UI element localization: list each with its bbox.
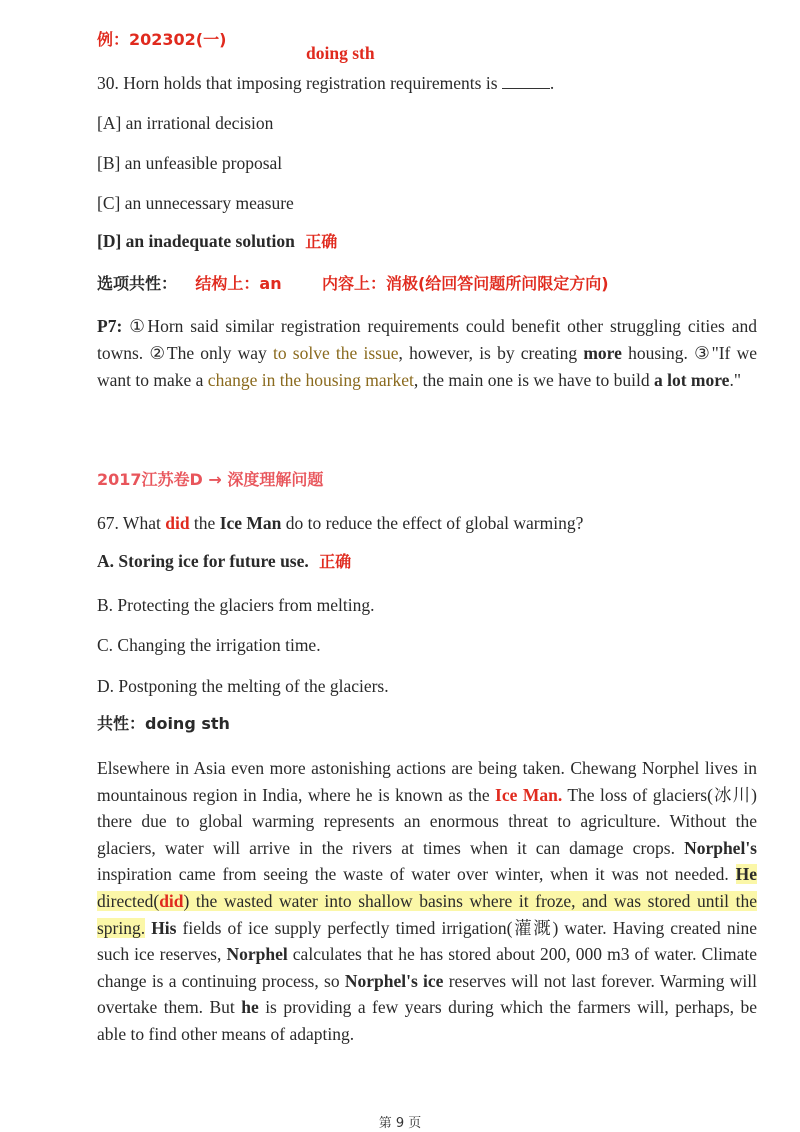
question-30 (97, 72, 554, 94)
annotation-note: doing sth (306, 43, 375, 63)
bold-word: His (151, 917, 177, 938)
answer-blank (502, 74, 550, 89)
passage-p7 (97, 313, 757, 394)
keyword-did: did (159, 890, 184, 911)
bold-word: more (583, 343, 622, 363)
option-d: D. Postponing the melting of the glaciers. (97, 676, 389, 696)
page-number: 第 9 页 (378, 1116, 422, 1131)
bold-word: He (735, 864, 757, 885)
commonality: 共性：doing sth (97, 714, 230, 733)
question-text: 67. What (97, 513, 166, 533)
bold-word: he (241, 997, 259, 1018)
passage-label: P7: (97, 316, 123, 336)
passage-text: The loss of glaciers(冰川) there due to global warming represents an enormous threat to agriculture. Without the glaciers, water will arrive in the rivers at times when it can damage crops. (97, 784, 757, 858)
passage-text: , the main one is we have to build (413, 370, 654, 390)
correct-mark: 正确 (319, 552, 352, 571)
question-text: do to reduce the effect of global warming? (281, 513, 584, 533)
bold-word: Norphel (226, 944, 288, 965)
commonality-content: 内容上：消极(给回答问题所问限定方向) (321, 274, 609, 293)
passage-ice-man (97, 755, 757, 1048)
example2-tag: 2017江苏卷D → 深度理解问题 (97, 470, 324, 489)
option-a: [A] an irrational decision (97, 113, 274, 133)
highlight-phrase: change in the housing market (207, 370, 414, 390)
option-a (97, 550, 351, 573)
commonality-structure: 结构上：an (195, 274, 282, 293)
correct-mark: 正确 (305, 232, 338, 251)
bold-word: Norphel's (684, 837, 757, 858)
passage-text: ." (729, 370, 741, 390)
option-c: [C] an unnecessary measure (97, 193, 294, 213)
commonality-label: 选项共性： (97, 274, 178, 293)
option-c: C. Changing the irrigation time. (97, 635, 321, 655)
passage-text: directed( (97, 890, 160, 911)
passage-text: reserves will not last forever. Warming will overtake them. But (97, 970, 758, 1018)
keyword-ice-man: Ice Man. (495, 784, 563, 805)
passage-text: ) the wasted water into shallow basins where it froze, and was stored until the spring. (97, 890, 757, 938)
option-b: [B] an unfeasible proposal (97, 153, 283, 173)
passage-text: ①Horn said similar registration requirements could benefit other struggling cities and towns. ②The only way (97, 316, 757, 363)
question-text: the (189, 513, 220, 533)
passage-text: calculates that he has stored about 200, 000 m3 of water. Climate change is a continuing process, so (97, 944, 757, 991)
question-30-text: 30. Horn holds that imposing registration requirements is (97, 73, 502, 93)
option-d-text: [D] an inadequate solution (97, 231, 295, 251)
bold-word: a lot more (653, 370, 730, 390)
passage-text: fields of ice supply perfectly timed irrigation(灌溉) water. Having created nine such ice reserves, (97, 917, 757, 965)
passage-text: is providing a few years during which the farmers will, perhaps, be able to find other means of adapting. (97, 997, 757, 1044)
passage-text: , however, is by creating (398, 343, 584, 363)
highlight-phrase: to solve the issue (272, 343, 399, 363)
option-a-text: A. Storing ice for future use. (97, 551, 309, 571)
question-30-end: . (549, 73, 555, 93)
keyword-ice-man: Ice Man (219, 513, 282, 533)
passage-text: inspiration came from seeing the waste of water over winter, when it was not needed. (97, 864, 736, 885)
passage-text: Elsewhere in Asia even more astonishing actions are being taken. Chewang Norphel lives in mountainous region in India, where he is known as the (97, 758, 757, 805)
option-b: B. Protecting the glaciers from melting. (97, 595, 375, 615)
passage-text: housing. ③"If we want to make a (97, 343, 757, 390)
option-d (97, 230, 337, 253)
bold-word: Norphel's ice (344, 970, 444, 991)
question-67 (97, 512, 583, 534)
keyword-did: did (165, 513, 190, 533)
example-tag: 例：202302(一) (97, 30, 227, 49)
option-commonality (97, 272, 609, 295)
